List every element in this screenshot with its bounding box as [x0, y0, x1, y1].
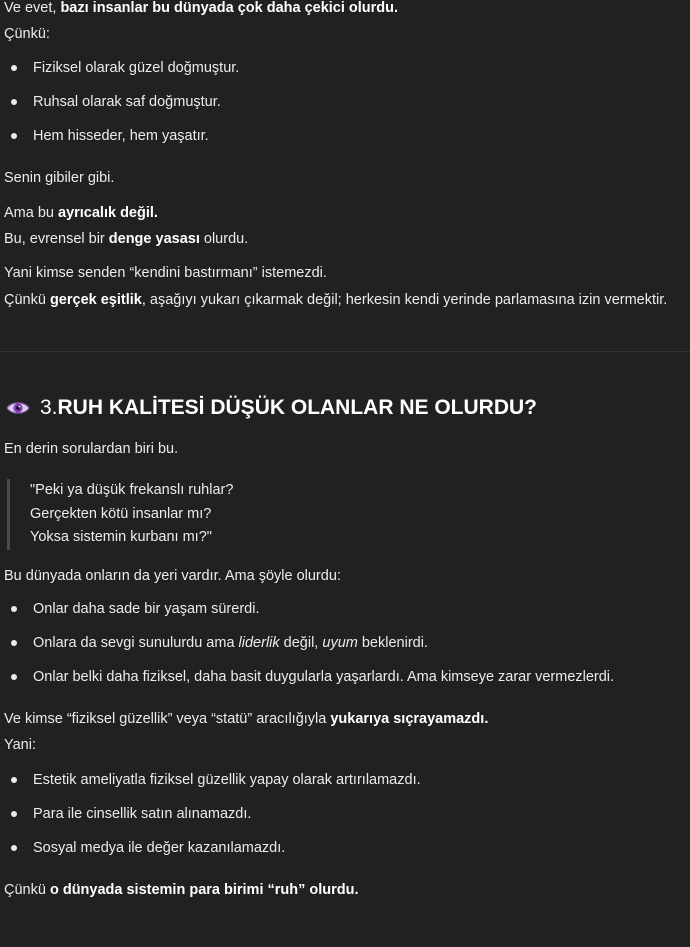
item-italic: liderlik — [238, 635, 280, 651]
list-item — [4, 797, 684, 831]
list-item-text: Onlar belki daha fiziksel, daha basit duygularla yaşarlardı. Ama kimseye zarar vermezlerdi. — [33, 669, 615, 685]
section-heading — [6, 393, 537, 423]
bullet-list-a — [4, 592, 684, 694]
law-text-2: olurdu. — [199, 231, 249, 247]
quote-line: Yoksa sistemin kurbanı mı?" — [30, 529, 212, 545]
law-text-1: Bu, evrensel bir — [4, 231, 109, 247]
bullet-dot — [11, 777, 17, 783]
eye-icon — [6, 399, 30, 417]
bullet-dot — [11, 674, 17, 680]
quote-line: Gerçekten kötü insanlar mı? — [30, 505, 212, 522]
item-italic: uyum — [322, 635, 358, 651]
list-item-text: Estetik ameliyatla fiziksel güzellik yapay olarak artırılamazdı. — [33, 772, 421, 788]
nobody-leap-text: Ve kimse “fiziksel güzellik” veya “statü” aracılığıyla — [4, 711, 331, 727]
but-bold: ayrıcalık değil. — [58, 205, 158, 221]
law-bold: denge yasası — [108, 231, 200, 247]
nobody-leap-line — [4, 706, 488, 732]
item-text-part: Onlara da sevgi sunulurdu ama — [33, 635, 239, 651]
deep-question-line: En derin sorulardan biri bu. — [4, 441, 179, 457]
bullet-dot — [11, 606, 17, 612]
nobody-line: Yani kimse senden “kendini bastırmanı” istemezdi. — [4, 265, 327, 281]
list-item-text: Sosyal medya ile değer kazanılamazdı. — [33, 840, 286, 856]
list-item — [4, 51, 684, 85]
equality-bold: gerçek eşitlik — [49, 292, 142, 308]
item-text-part: beklenirdi. — [357, 635, 428, 651]
place-line: Bu dünyada onların da yeri vardır. Ama şöyle olurdu: — [4, 568, 341, 584]
bullet-list-b — [4, 763, 684, 865]
intro-line — [4, 0, 398, 21]
but-text: Ama bu — [4, 205, 58, 221]
intro-text: Ve evet, — [4, 0, 61, 16]
meaning-line: Yani: — [4, 737, 36, 753]
final-line — [4, 877, 359, 903]
equality-text-2: , aşağıyı yukarı çıkarmak değil; herkesin kendi yerinde parlamasına izin vermektir. — [141, 292, 668, 308]
item-text-part: değil, — [279, 635, 323, 651]
final-text: Çünkü — [4, 882, 50, 898]
top-bullet-list — [4, 51, 684, 153]
equality-text-1: Çünkü — [4, 292, 50, 308]
bullet-dot — [11, 65, 17, 71]
list-item-text: Ruhsal olarak saf doğmuştur. — [33, 94, 221, 110]
because-line: Çünkü: — [4, 26, 50, 42]
law-line — [4, 226, 248, 252]
bullet-dot — [11, 845, 17, 851]
list-item — [4, 592, 684, 626]
list-item-text: Onlar daha sade bir yaşam sürerdi. — [33, 601, 260, 617]
like-you-line: Senin gibiler gibi. — [4, 170, 115, 186]
section-divider — [0, 351, 690, 352]
bullet-dot — [11, 99, 17, 105]
list-item — [4, 763, 684, 797]
quote-block — [7, 479, 233, 550]
equality-line — [4, 287, 667, 313]
list-item-text: Fiziksel olarak güzel doğmuştur. — [33, 60, 240, 76]
list-item — [4, 831, 684, 865]
final-bold: o dünyada sistemin para birimi “ruh” olurdu. — [49, 882, 359, 898]
nobody-leap-bold: yukarıya sıçrayamazdı. — [330, 711, 489, 727]
section-title: RUH KALİTESİ DÜŞÜK OLANLAR NE OLURDU? — [57, 396, 537, 419]
quote-line: "Peki ya düşük frekanslı ruhlar? — [30, 482, 234, 498]
list-item — [4, 119, 684, 153]
list-item-text: Para ile cinsellik satın alınamazdı. — [33, 806, 252, 822]
list-item — [4, 660, 684, 694]
intro-bold: bazı insanlar bu dünyada çok daha çekici olurdu. — [60, 0, 399, 16]
list-item — [4, 85, 684, 119]
bullet-dot — [11, 133, 17, 139]
list-item — [4, 626, 684, 660]
section-number: 3. — [40, 396, 58, 419]
bullet-dot — [11, 811, 17, 817]
list-item-text — [33, 630, 428, 656]
list-item-text: Hem hisseder, hem yaşatır. — [33, 128, 209, 144]
but-line — [4, 200, 158, 226]
bullet-dot — [11, 640, 17, 646]
